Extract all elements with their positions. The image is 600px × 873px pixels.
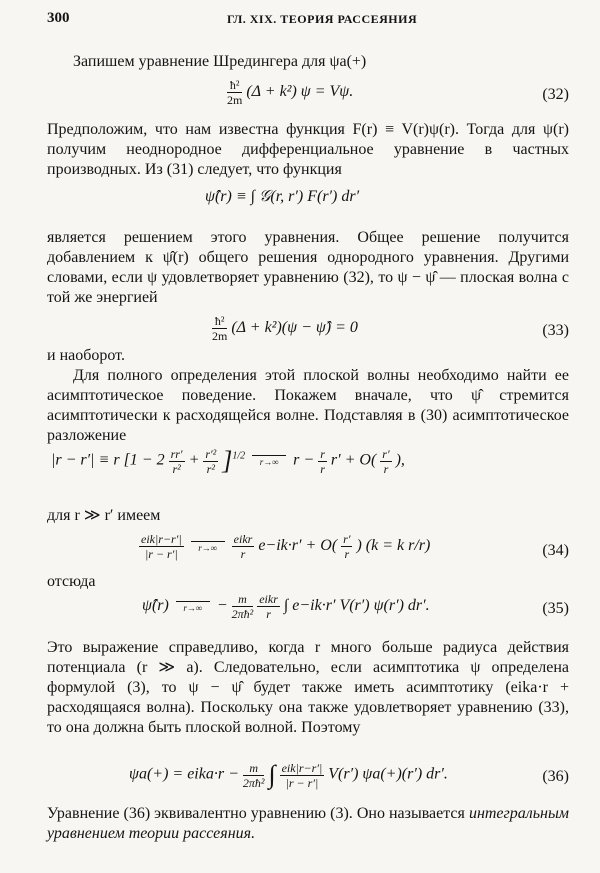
paragraph-9 (47, 804, 569, 844)
equation-number: (35) (542, 600, 569, 617)
equation-35: ψ̂(r) r→∞ − $\frac{m}{\text{2πħ²}}$ $\frac{\text{eikr}}{r}$ ∫ e−ik·r′ V(r′) ψ(r′) dr′. (35) (142, 592, 569, 621)
fraction: $\frac{m}{\text{2πħ²}}$ (242, 760, 265, 790)
fraction: $\frac{\text{eikr}}{r}$ (259, 592, 278, 621)
fraction: $\frac{\text{r′²}}{\text{r²}}$ (205, 446, 217, 476)
fraction: $\frac{r'}{r}$ (343, 532, 351, 561)
paragraph-9-text: Уравнение (36) эквивалентно уравнению (3). Оно называется (47, 805, 465, 822)
limit-arrow: r→∞ (176, 601, 210, 613)
fraction: $\frac{r'}{r}$ (382, 446, 390, 476)
limit-arrow: r→∞ (191, 541, 225, 553)
paragraph-2: Предположим, что нам известна функция F(r) ≡ V(r)ψ(r). Тогда для ψ(r) получим неоднородное дифференциальное уравнение в частных производных. Из (31) следует, что функция (47, 121, 569, 178)
fraction: $\frac{\text{ħ²}}{2m}$ (212, 314, 228, 343)
paragraph-1: Запишем уравнение Шредингера для ψa(+) (73, 53, 367, 70)
page-number: 300 (47, 10, 70, 26)
fraction: $\frac{rr'}{\text{r²}}$ (170, 446, 183, 476)
paragraph-8: Это выражение справедливо, когда r много больше радиуса действия потенциала (r ≫ a). Следовательно, если асимптотика ψ определена формулой (3), то ψ − ψ̂ будет также иметь асимптотику (eika·r + расходящаяся волна). Поскольку она также удовлетворяет уравнению (33), то она должна быть плоской волной. Поэтому (47, 639, 569, 736)
equation-number: (32) (542, 86, 569, 103)
paragraph-5: Для полного определения этой плоской волны необходимо найти ее асимптотическое поведение. Покажем вначале, что ψ̂ стремится асимптотически к расходящейся волне. Подставляя в (30) асимптотическое разложение (47, 367, 569, 444)
equation-34: $\frac{\text{eik|r−r′|}}{|r - r'|}$ r→∞ $\frac{\text{eikr}}{r}$ e−ik·r′ + O( $\frac{r'}{r}$ ) (k = k r/r) (34) (141, 532, 569, 561)
equation-33: $\frac{\text{ħ²}}{2m}$ (Δ + k²)(ψ − ψ̂) = 0 (33) (212, 314, 569, 343)
term-integral-equation: интегральным уравнением теории рассеяния. (47, 805, 570, 842)
fraction: $\frac{r}{r}$ (320, 446, 325, 476)
fraction: $\frac{\text{eikr}}{r}$ (233, 532, 253, 561)
fraction: $\frac{\text{eik|r−r′|}}{|r - r'|}$ (281, 760, 323, 790)
equation-32 (47, 76, 569, 114)
paragraph-6: для r ≫ r′ имеем (47, 507, 161, 524)
equation-number: (34) (542, 542, 569, 559)
paragraph-4: и наоборот. (47, 347, 125, 364)
fraction: $\frac{\text{eik|r−r′|}}{|r - r'|}$ (141, 532, 182, 561)
running-head: ГЛ. XIX. ТЕОРИЯ РАССЕЯНИЯ (227, 12, 418, 26)
paragraph-3: является решением этого уравнения. Общее решение получится добавлением к ψ̂(r) общего решения однородного уравнения. Другими словами, если ψ удовлетворяет уравнению (32), то ψ − ψ̂ — плоская волна с той же энергией (47, 229, 569, 306)
equation-36: ψa(+) = eika·r − $\frac{m}{\text{2πħ²}}$ ∫ $\frac{\text{eik|r−r′|}}{|r - r'|}$ V(r′) ψa(+)(r′) dr′. (36) (129, 760, 569, 790)
fraction: $\frac{m}{\text{2πħ²}}$ (231, 592, 254, 621)
equation-31a: ψ̂(r) ≡ ∫ 𝒢(r, r′) F(r′) dr′ (205, 188, 360, 205)
equation-number: (33) (542, 322, 569, 339)
fraction: $\frac{\text{ħ²}}{2m}$ (227, 78, 243, 107)
equation-number: (36) (542, 768, 569, 785)
paragraph-7: отсюда (47, 573, 96, 590)
page-header (47, 10, 567, 30)
equation-expansion: |r − r′| ≡ r [1 − 2 $\frac{rr'}{\text{r²}}$ + $\frac{\text{r′²}}{\text{r²}}$ ]$^{1/2}$ r→∞ r − $\frac{r}{r}$ r′ + O( $\frac{r'}{r}$ ), (51, 446, 405, 476)
equation-32-body: (Δ + k²) ψ = Vψ. (246, 83, 354, 101)
limit-arrow: r→∞ (252, 455, 286, 467)
